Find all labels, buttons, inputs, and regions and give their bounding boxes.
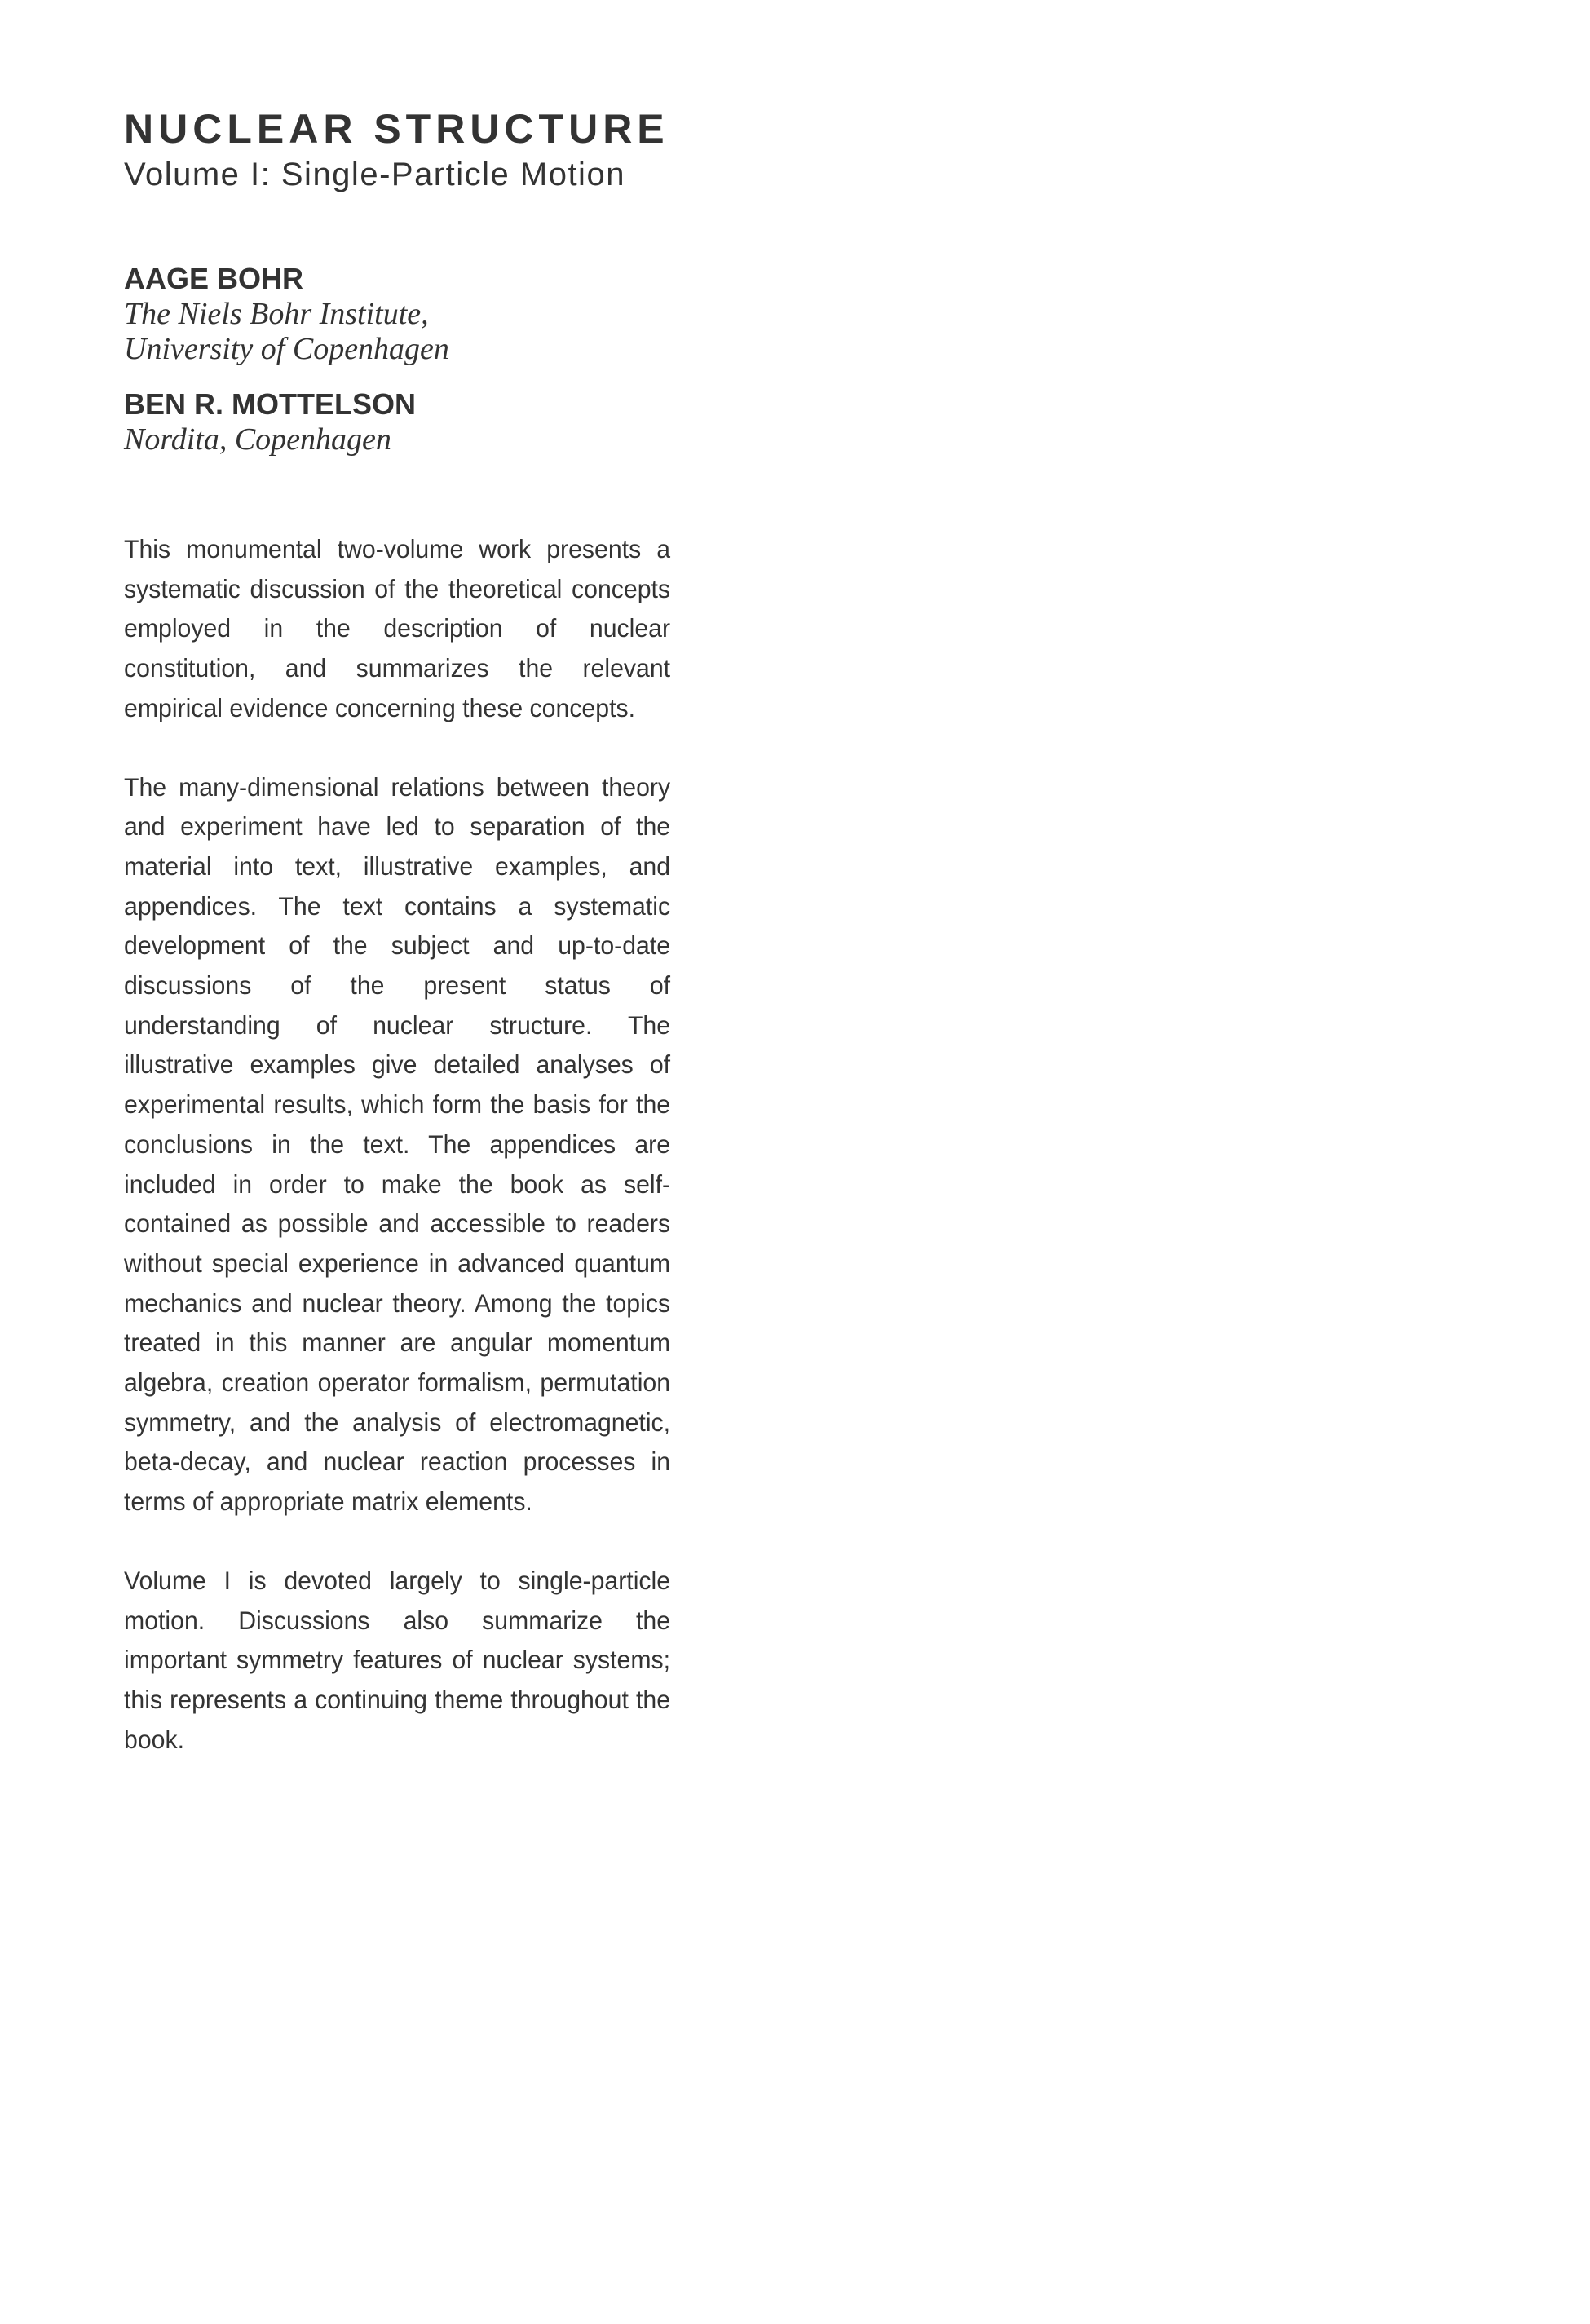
description-body xyxy=(124,529,670,1759)
description-paragraph: Volume I is devoted largely to single-particle motion. Discussions also summarize the important symmetry features of nuclear systems; this represents a continuing theme throughout the book. xyxy=(124,1565,671,1754)
book-subtitle: Volume I: Single-Particle Motion xyxy=(124,157,625,192)
author-entry xyxy=(124,387,670,457)
author-entry xyxy=(124,261,670,367)
author-name: BEN R. MOTTELSON xyxy=(124,387,416,421)
author-list xyxy=(124,261,670,457)
author-affiliation-line: University of Copenhagen xyxy=(124,332,449,366)
author-name: AAGE BOHR xyxy=(124,262,304,295)
description-paragraph: The many-dimensional relations between theory and experiment have led to separation of the material into text, illustrative examples, and appendices. The text contains a systematic development of the subject and up-to-date discussions of the present status of understanding of nuclear structure. The illustrative examples give detailed analyses of experimental results, which form the basis for the conclusions in the text. The appendices are included in order to make the book as self-contained as possible and accessible to readers without special experience in advanced quantum mechanics and nuclear theory. Among the topics treated in this manner are angular momentum algebra, creation operator formalism, permutation symmetry, and the analysis of electromagnetic, beta-decay, and nuclear reaction processes in terms of appropriate matrix elements. xyxy=(124,771,671,1517)
author-affiliation-line: The Niels Bohr Institute, xyxy=(124,297,429,331)
book-blurb-page xyxy=(124,104,670,1798)
book-title: NUCLEAR STRUCTURE xyxy=(124,106,669,152)
description-paragraph: This monumental two-volume work presents a systematic discussion of the theoretical concepts employed in the description of nuclear constitution, and summarizes the relevant empirical evidence concerning these concepts. xyxy=(124,534,671,722)
author-affiliation-line: Nordita, Copenhagen xyxy=(124,422,391,457)
